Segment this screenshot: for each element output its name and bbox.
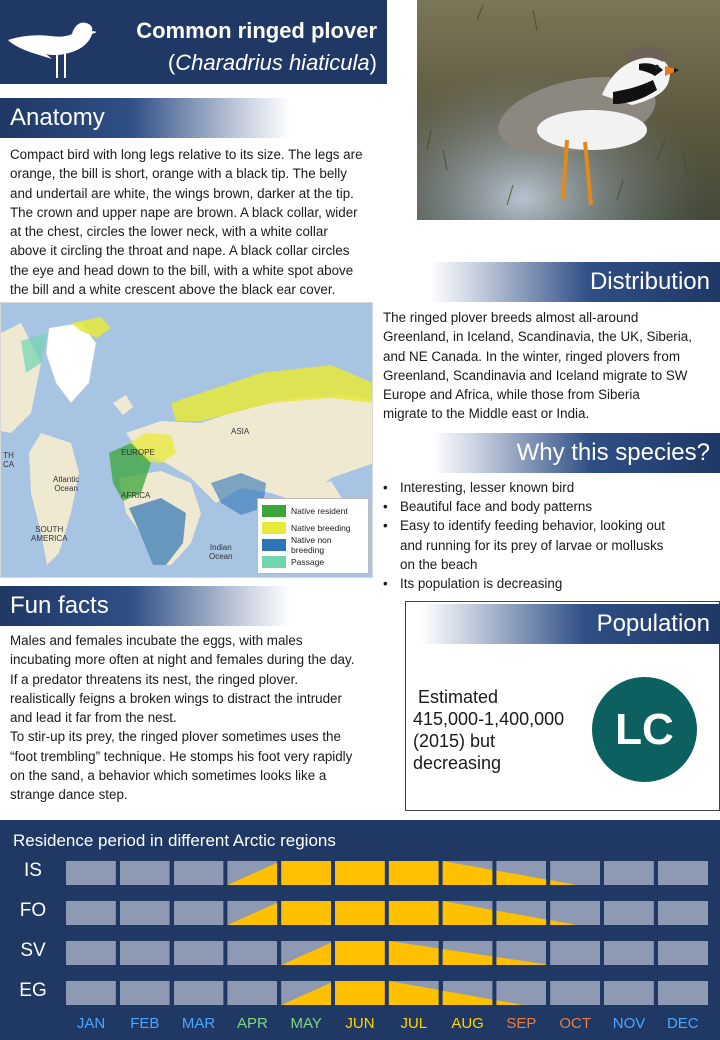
- anatomy-heading: Anatomy: [0, 98, 290, 138]
- cell-gap: [546, 981, 550, 1005]
- anatomy-text: Compact bird with long legs relative to its size. The legs are orange, the bill is short, orange with a black tip. The belly and undertail are white, the wings brown, darker at the tip. The crown and upper nape are brown. A black collar, wider at the chest, circles the lower neck, with a white collar above it circling the throat and nape. A black collar circles the eye and head down to the bill, with a white spot above the bill and a white crescent above the black ear cover.: [10, 147, 363, 298]
- month-label: AUG: [451, 1015, 484, 1032]
- residence-title: Residence period in different Arctic regions: [13, 831, 336, 850]
- population-estimate: Estimated 415,000-1,400,000 (2015) but decreasing: [413, 687, 565, 773]
- legend-item: Native breeding: [262, 519, 364, 536]
- month-label: JUL: [400, 1015, 428, 1032]
- cell-gap: [116, 941, 120, 965]
- residence-bar-fo: [0, 901, 720, 925]
- cell-gap: [439, 901, 443, 925]
- cell-gap: [492, 941, 496, 965]
- cell-gap: [277, 861, 281, 885]
- month-label: JUN: [345, 1015, 375, 1032]
- map-label-asia: ASIA: [231, 427, 250, 436]
- distribution-map: [0, 302, 373, 578]
- legend-item: Native non breeding: [262, 536, 364, 553]
- region-label: EG: [19, 980, 47, 1001]
- cell-gap: [385, 901, 389, 925]
- plover-photo: [417, 0, 720, 220]
- residence-bar-sv: [0, 941, 720, 965]
- cell-gap: [170, 941, 174, 965]
- cell-gap: [277, 941, 281, 965]
- month-label: NOV: [612, 1015, 646, 1032]
- why-bullet-list: [382, 478, 712, 593]
- cell-gap: [546, 861, 550, 885]
- region-label: FO: [19, 900, 47, 921]
- cell-gap: [439, 941, 443, 965]
- cell-gap: [546, 901, 550, 925]
- cell-gap: [277, 901, 281, 925]
- legend-swatch: [262, 522, 286, 534]
- legend-swatch: [262, 556, 286, 568]
- legend-swatch: [262, 539, 286, 551]
- legend-item: Native resident: [262, 502, 364, 519]
- distribution-heading: Distribution: [430, 262, 720, 302]
- residence-panel: [0, 820, 720, 1040]
- why-heading: Why this species?: [432, 433, 720, 473]
- cell-gap: [223, 981, 227, 1005]
- cell-gap: [546, 941, 550, 965]
- cell-gap: [654, 941, 658, 965]
- month-label: FEB: [130, 1015, 160, 1032]
- month-label: DEC: [666, 1015, 699, 1032]
- region-label: IS: [24, 860, 42, 881]
- cell-gap: [116, 901, 120, 925]
- cell-gap: [331, 981, 335, 1005]
- bird-silhouette-icon: [6, 10, 96, 80]
- list-item: • Its population is decreasing: [382, 574, 712, 593]
- cell-gap: [170, 861, 174, 885]
- map-label-south-america: SOUTH AMERICA: [31, 525, 68, 543]
- month-label: MAR: [181, 1015, 216, 1032]
- residence-bar-eg: [0, 981, 720, 1005]
- cell-gap: [223, 901, 227, 925]
- cell-gap: [600, 981, 604, 1005]
- distribution-text: The ringed plover breeds almost all-around Greenland, in Iceland, Scandinavia, the UK, Siberia, and NE Canada. In the winter, ringed plovers from Greenland, Scandinavia and Iceland migrate to SW Europe and Africa, while those from Siberia migrate to the Middle east or India.: [383, 310, 692, 422]
- title-banner: [0, 0, 387, 84]
- cell-gap: [116, 981, 120, 1005]
- cell-gap: [223, 941, 227, 965]
- cell-gap: [331, 861, 335, 885]
- month-label: SEP: [506, 1015, 537, 1032]
- cell-gap: [654, 901, 658, 925]
- cell-gap: [492, 981, 496, 1005]
- list-item: • Interesting, lesser known bird: [382, 478, 712, 497]
- cell-gap: [170, 901, 174, 925]
- month-label: JAN: [76, 1015, 106, 1032]
- cell-gap: [439, 861, 443, 885]
- month-label: OCT: [559, 1015, 592, 1032]
- map-label-europe: EUROPE: [121, 448, 155, 457]
- cell-gap: [331, 941, 335, 965]
- cell-gap: [439, 981, 443, 1005]
- cell-gap: [492, 901, 496, 925]
- residence-bar-is: [0, 861, 720, 885]
- cell-gap: [385, 981, 389, 1005]
- map-label-africa: AFRICA: [121, 491, 151, 500]
- list-item: • Beautiful face and body patterns: [382, 497, 712, 516]
- cell-gap: [385, 941, 389, 965]
- legend-swatch: [262, 505, 286, 517]
- list-item: • Easy to identify feeding behavior, looking out and running for its prey of larvae or mollusks on the beach: [382, 516, 712, 574]
- cell-gap: [170, 981, 174, 1005]
- cell-gap: [223, 861, 227, 885]
- residence-shape: [281, 941, 550, 965]
- map-legend: [257, 498, 369, 574]
- region-label: SV: [20, 940, 46, 961]
- cell-gap: [385, 861, 389, 885]
- cell-gap: [654, 861, 658, 885]
- month-label: APR: [236, 1015, 268, 1032]
- fun-facts-text: Males and females incubate the eggs, with males incubating more often at night and females during the day. If a predator threatens its nest, the ringed plover. realistically feigns a broken wings to distract the intruder and lead it far from the nest. To stir-up its prey, the ringed plover sometimes uses the “foot trembling” technique. He stomps his foot very rapidly on the sand, a behavior which sometimes looks like a strange dance step.: [10, 633, 355, 803]
- cell-gap: [600, 861, 604, 885]
- conservation-status-badge: LC: [592, 677, 697, 782]
- cell-gap: [331, 901, 335, 925]
- cell-gap: [116, 861, 120, 885]
- cell-gap: [600, 941, 604, 965]
- population-heading: Population: [420, 604, 720, 644]
- cell-gap: [492, 861, 496, 885]
- map-label-atlantic: Atlantic Ocean: [53, 475, 80, 493]
- fun-facts-heading: Fun facts: [0, 586, 290, 626]
- cell-gap: [600, 901, 604, 925]
- residence-shape: [281, 981, 523, 1005]
- month-label: MAY: [290, 1015, 322, 1032]
- scientific-name: (Charadrius hiaticula): [167, 50, 377, 75]
- cell-gap: [277, 981, 281, 1005]
- legend-item: Passage: [262, 553, 364, 570]
- map-label-indian: Indian Ocean: [209, 543, 233, 561]
- cell-gap: [654, 981, 658, 1005]
- map-label-america-edge: TH CA: [3, 451, 15, 469]
- page-title: Common ringed plover: [136, 18, 377, 43]
